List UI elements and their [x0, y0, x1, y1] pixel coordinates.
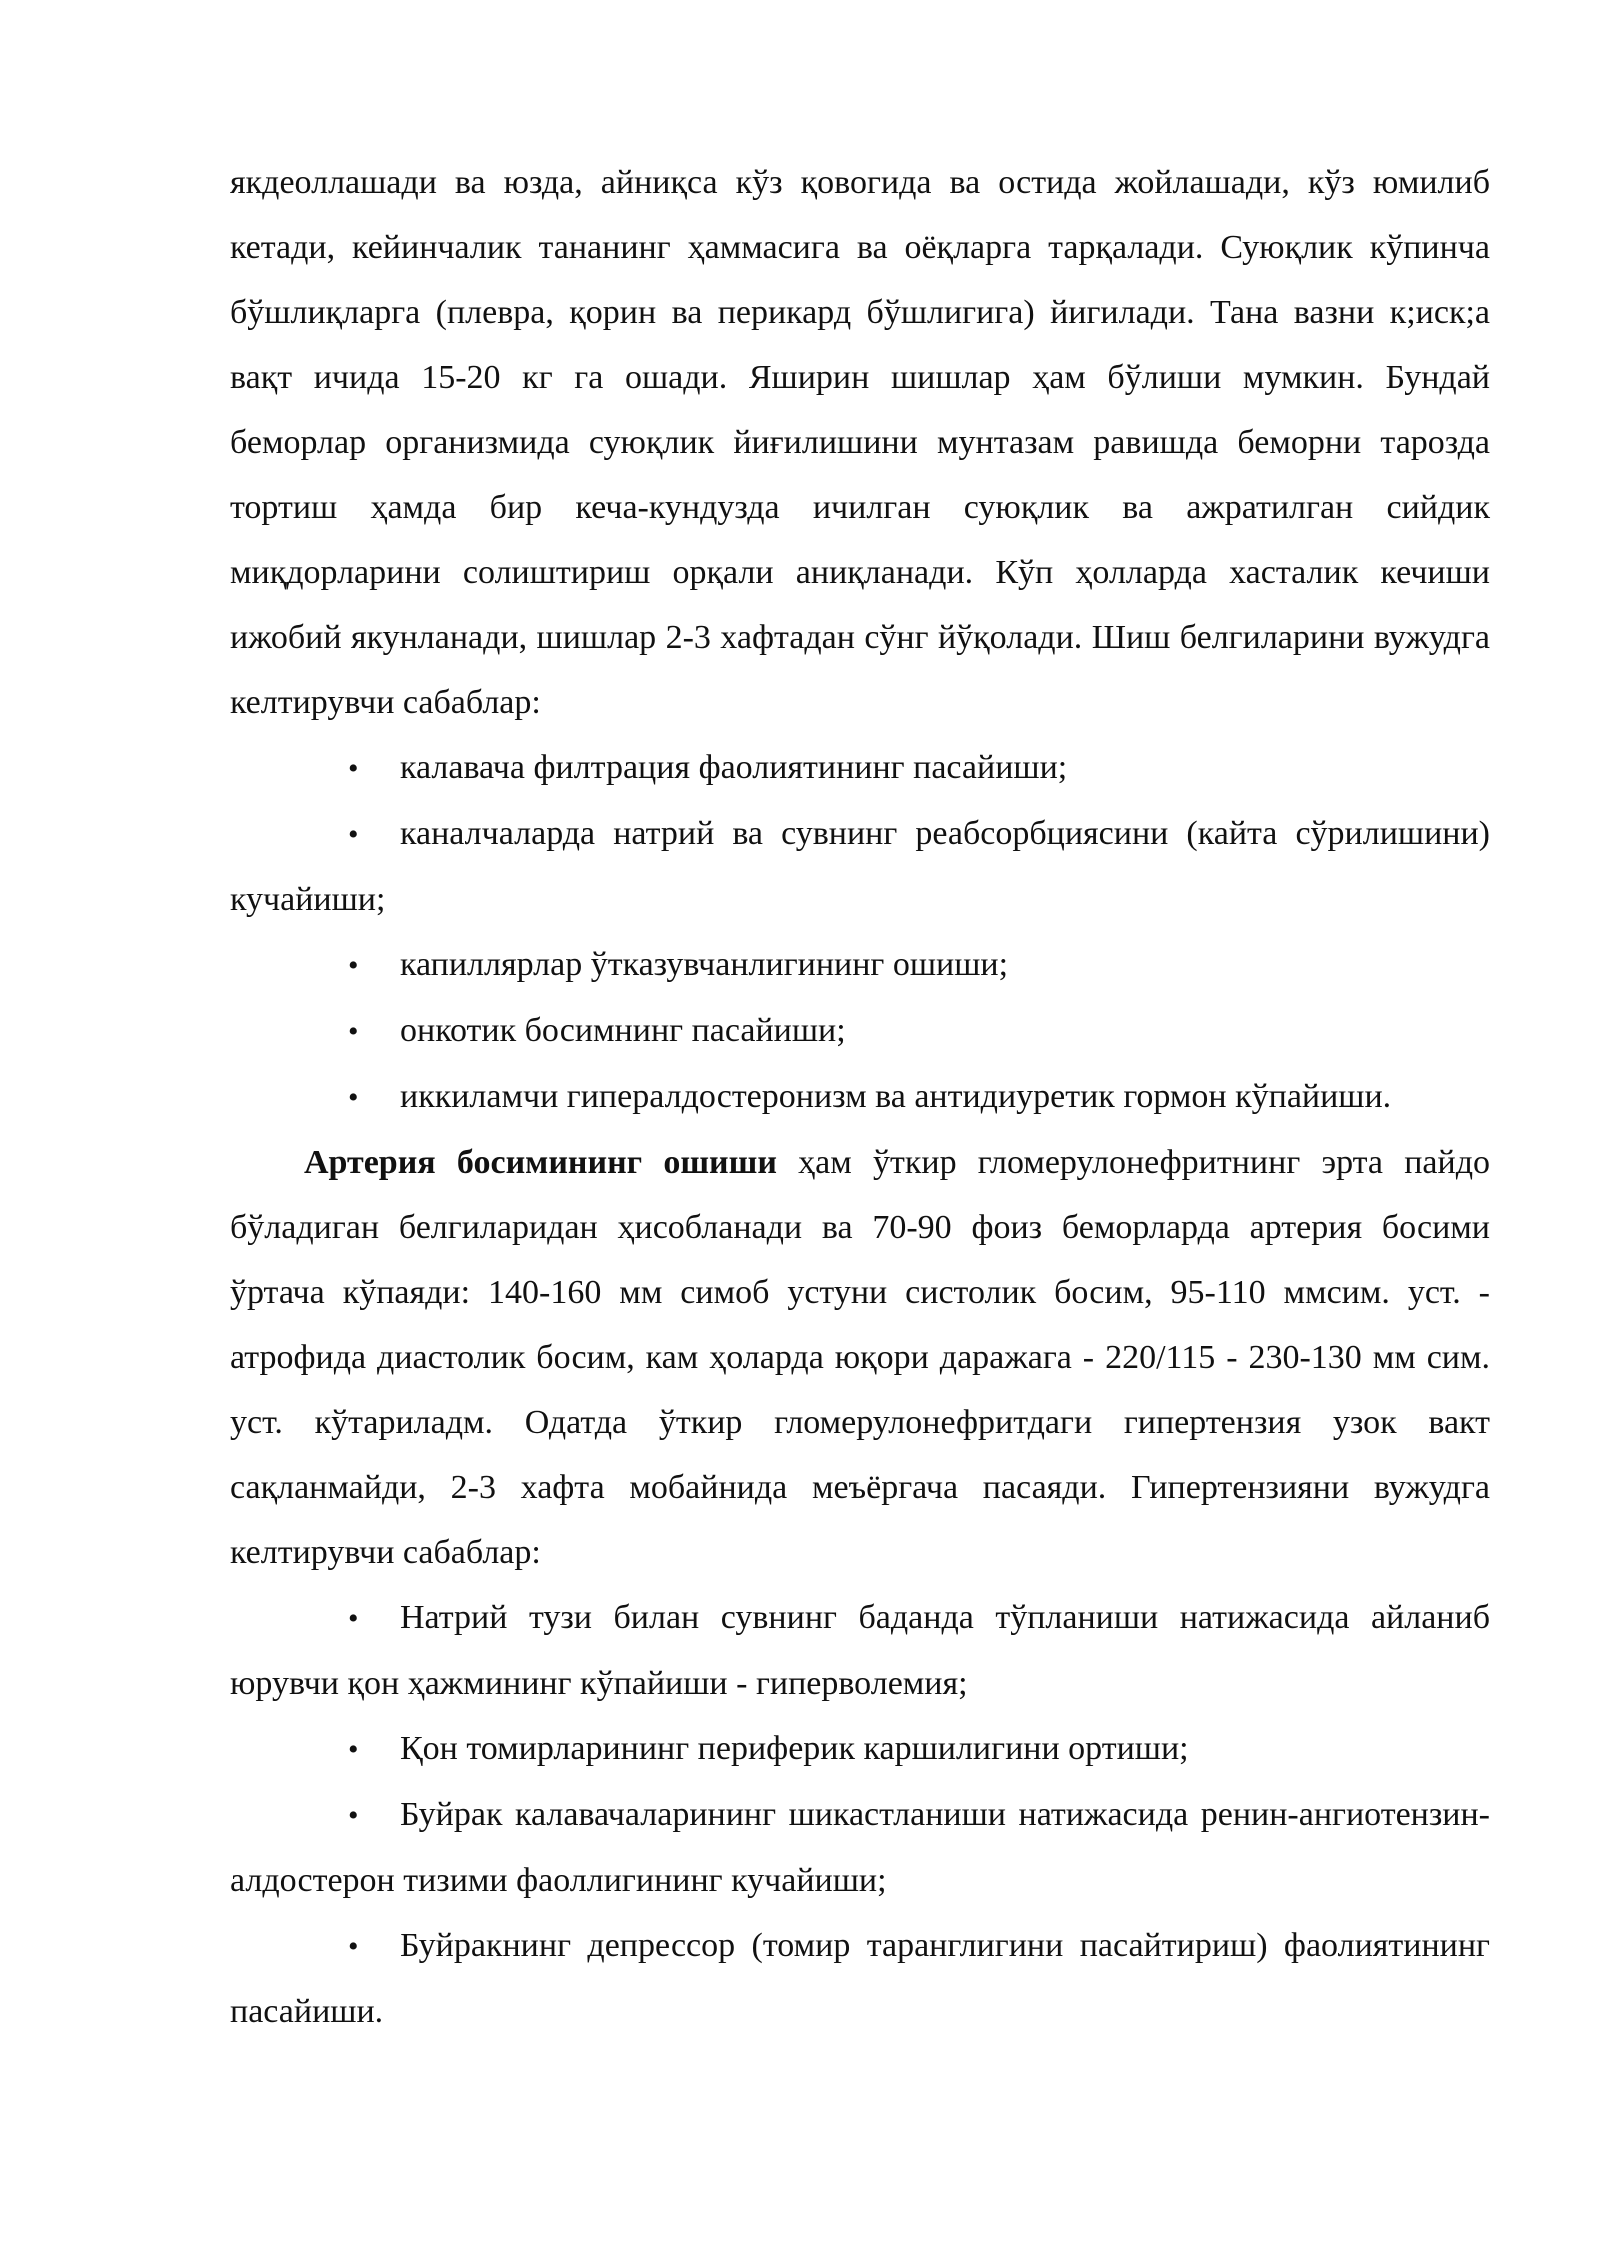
document-page	[230, 150, 1490, 2044]
bullet-icon: •	[348, 1602, 359, 1635]
bullet-icon: •	[348, 1930, 359, 1963]
edema-causes-list	[230, 735, 1490, 1130]
list-item-text: каналчаларда натрий ва сувнинг реабсорбциясини (кайта сўрилишини) кучайиши;	[230, 815, 1490, 918]
list-item	[230, 735, 1490, 801]
list-item-text: иккиламчи гипералдостеронизм ва антидиуретик гормон кўпайиши.	[400, 1078, 1392, 1115]
paragraph-edema: якдеоллашади ва юзда, айниқса кўз қовогида ва остида жойлашади, кўз юмилиб кетади, кейинчалик тананинг ҳаммасига ва оёқларга тарқалади. Суюқлик кўпинча бўшлиқларга (плевра, қорин ва перикард бўшлигига) йигилади. Тана вазни к;иск;а вақт ичида 15-20 кг га ошади. Яширин шишлар ҳам бўлиши мумкин. Бундай беморлар организмида суюқлик йиғилишини мунтазам равишда беморни тарозда тортиш ҳамда бир кеча-кундузда ичилган суюқлик ва ажратилган сийдик миқдорларини солиштириш орқали аниқланади. Кўп ҳолларда хасталик кечиши ижобий якунланади, шишлар 2-3 хафтадан сўнг йўқолади. Шиш белгиларини вужудга келтирувчи сабаблар:	[230, 164, 1490, 721]
list-item	[230, 1064, 1490, 1130]
list-item	[230, 1782, 1490, 1913]
paragraph-hypertension	[230, 1130, 1490, 1585]
bullet-icon: •	[348, 1733, 359, 1766]
bullet-icon: •	[348, 1081, 359, 1114]
list-item	[230, 1913, 1490, 2044]
list-item	[230, 932, 1490, 998]
bold-term: Артерия босимининг ошиши	[304, 1144, 777, 1181]
bullet-icon: •	[348, 949, 359, 982]
bullet-icon: •	[348, 1799, 359, 1832]
list-item-text: онкотик босимнинг пасайиши;	[400, 1012, 846, 1049]
list-item-text: калавача филтрация фаолиятининг пасайиши;	[400, 749, 1068, 786]
paragraph-text: ҳам ўткир гломерулонефритнинг эрта пайдо бўладиган белгиларидан ҳисобланади ва 70-90 фоиз беморларда артерия босими ўртача кўпаяди: 140-160 мм симоб устуни систолик босим, 95-110 ммсим. уст. - атрофида диастолик босим, кам ҳоларда юқори даражага - 220/115 - 230-130 мм сим. уст. кўтариладм. Одатда ўткир гломерулонефритдаги гипертензия узок вакт сақланмайди, 2-3 хафта мобайнида меъёргача пасаяди. Гипертензияни вужудга келтирувчи сабаблар:	[230, 1144, 1491, 1571]
hypertension-causes-list	[230, 1585, 1490, 2044]
bullet-icon: •	[348, 818, 359, 851]
list-item	[230, 1585, 1490, 1716]
list-item-text: Натрий тузи билан сувнинг баданда тўпланиши натижасида айланиб юрувчи қон ҳажмининг кўпайиши - гиперволемия;	[230, 1599, 1490, 1702]
list-item	[230, 801, 1490, 932]
list-item-text: Буйрак калавачаларининг шикастланиши натижасида ренин-ангиотензин-алдостерон тизими фаоллигининг кучайиши;	[230, 1796, 1490, 1899]
list-item	[230, 1716, 1490, 1782]
list-item-text: капиллярлар ўтказувчанлигининг ошиши;	[400, 946, 1009, 983]
bullet-icon: •	[348, 752, 359, 785]
list-item-text: Қон томирларининг периферик каршилигини ортиши;	[400, 1730, 1189, 1767]
bullet-icon: •	[348, 1015, 359, 1048]
list-item-text: Буйракнинг депрессор (томир таранглигини пасайтириш) фаолиятининг пасайиши.	[230, 1927, 1490, 2030]
list-item	[230, 998, 1490, 1064]
